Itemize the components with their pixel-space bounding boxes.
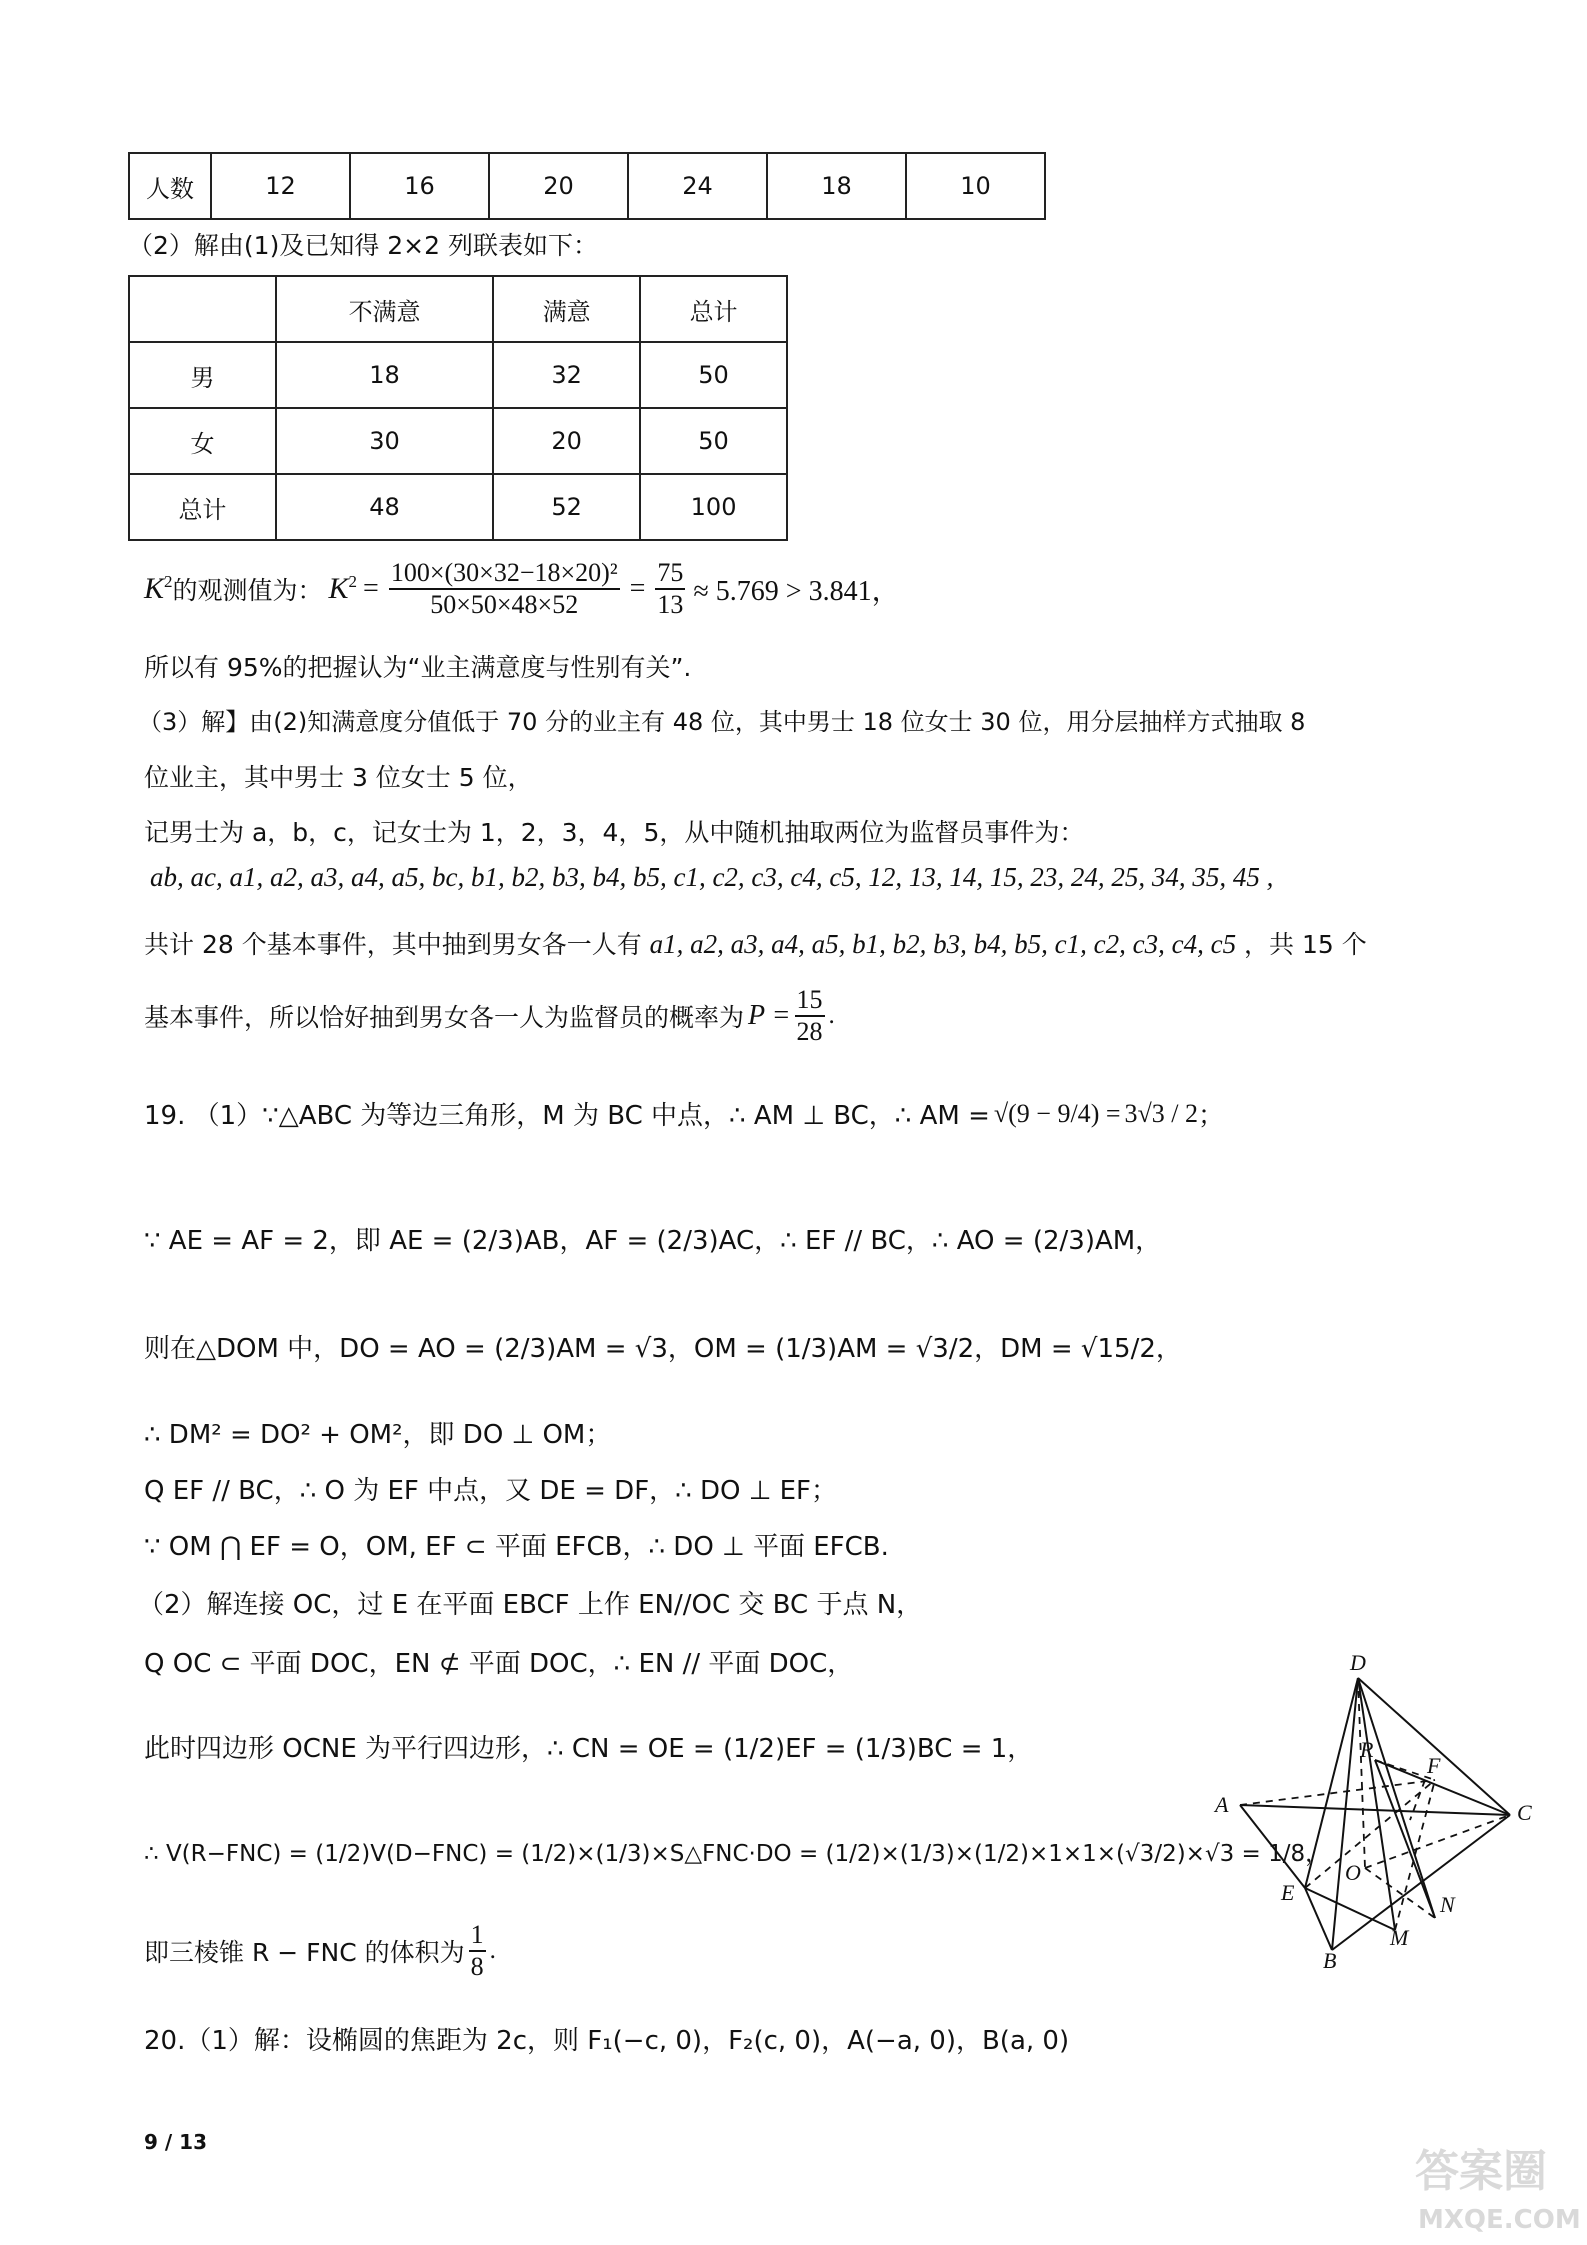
label-m: M (1390, 1925, 1409, 1950)
part3-line1: （3）解】由(2)知满意度分值低于 70 分的业主有 48 位，其中男士 18 位女士 30 位，用分层抽样方式抽取 8 (138, 708, 1306, 736)
conclusion: 所以有 95%的把握认为“业主满意度与性别有关”. (144, 653, 692, 682)
table-row: 女 30 20 50 (129, 408, 787, 474)
row-label: 人数 (129, 153, 211, 219)
label-e: E (1281, 1880, 1295, 1905)
q19-line7: （2）解连接 OC，过 E 在平面 EBCF 上作 EN//OC 交 BC 于点 N， (138, 1590, 923, 1620)
contingency-table (128, 275, 788, 541)
q19-line4: ∴ DM² = DO² + OM²，即 DO ⊥ OM； (144, 1420, 612, 1450)
table-cell: 24 (628, 153, 767, 219)
q20-line: 20.（1）解：设椭圆的焦距为 2c，则 F₁(−c, 0)，F₂(c, 0)，A(−a, 0)，B(a, 0) (144, 2026, 1070, 2056)
table-cell: 12 (211, 153, 350, 219)
q19-line9: 此时四边形 OCNE 为平行四边形，∴ CN = OE = (1/2)EF = (1/3)BC = 1， (144, 1734, 1034, 1764)
table-cell: 18 (767, 153, 906, 219)
table-cell: 16 (350, 153, 489, 219)
k2-formula: $K^2$ 的观测值为： $K^2$ = $\frac{\text{100×(30×32−18×20)²}}{50\times 50\times 48\times 52}$ = $\frac{75}{13}$ ≈ 5.769 > 3.841， (144, 558, 900, 619)
q19-line6: ∵ OM ⋂ EF = O，OM, EF ⊂ 平面 EFCB，∴ DO ⊥ 平面 EFCB. (144, 1532, 889, 1562)
watermark-url: MXQE.COM (1418, 2205, 1581, 2235)
q19-line1: 19. （1）∵△ABC 为等边三角形，M 为 BC 中点，∴ AM ⊥ BC，∴ AM = √(9 − 9/4) = 3√3 / 2 ； (144, 1098, 1225, 1131)
part3-line3: 记男士为 a，b，c，记女士为 1，2，3，4，5，从中随机抽取两位为监督员事件为： (144, 818, 1085, 847)
part3-line6: 基本事件，所以恰好抽到男女各一人为监督员的概率为 P = $\frac{15}{28}$ . (144, 985, 835, 1046)
part3-line5: 共计 28 个基本事件，其中抽到男女各一人有 a1, a2, a3, a4, a5, b1, b2, b3, b4, b5, c1, c2, c3, c4, c5 ，共 15 个 (144, 929, 1367, 959)
label-c: C (1517, 1800, 1532, 1825)
label-n: N (1440, 1892, 1455, 1917)
table-cell: 10 (906, 153, 1045, 219)
event-list: ab, ac, a1, a2, a3, a4, a5, bc, b1, b2, b3, b4, b5, c1, c2, c3, c4, c5, 12, 13, 14, 15, 23, 24, 25, 34, 35, 45 , (150, 862, 1274, 892)
label-a: A (1215, 1792, 1229, 1817)
q19-line5: Q EF // BC，∴ O 为 EF 中点，又 DE = DF，∴ DO ⊥ EF； (144, 1476, 837, 1506)
label-o: O (1345, 1860, 1361, 1885)
table-row: 男 18 32 50 (129, 342, 787, 408)
part2-intro: （2）解由(1)及已知得 2×2 列联表如下： (128, 231, 598, 260)
label-f: F (1427, 1753, 1441, 1778)
q19-line3: 则在△DOM 中，DO = AO = (2/3)AM = √3，OM = (1/3)AM = √3/2，DM = √15/2， (144, 1334, 1182, 1364)
q19-line11: 即三棱锥 R − FNC 的体积为 $\frac{1}{8}$ . (144, 1920, 496, 1981)
part3-line2: 位业主，其中男士 3 位女士 5 位， (144, 763, 533, 792)
label-r: R (1360, 1737, 1374, 1762)
label-d: D (1350, 1650, 1366, 1675)
table-row: 总计 48 52 100 (129, 474, 787, 540)
q19-line8: Q OC ⊂ 平面 DOC，EN ⊄ 平面 DOC，∴ EN // 平面 DOC， (144, 1649, 854, 1679)
q19-line2: ∵ AE = AF = 2，即 AE = (2/3)AB，AF = (2/3)AC，∴ EF // BC，∴ AO = (2/3)AM， (144, 1226, 1162, 1256)
table-row: 不满意 满意 总计 (129, 276, 787, 342)
watermark-logo: 答案圈 (1415, 2146, 1547, 2197)
q19-line10: ∴ V(R−FNC) = (1/2)V(D−FNC) = (1/2)×(1/3)×S△FNC·DO = (1/2)×(1/3)×(1/2)×1×1×(√3/2)×√3 = 1/8， (144, 1841, 1329, 1867)
table-cell: 20 (489, 153, 628, 219)
pyramid-figure (1195, 1640, 1555, 1975)
label-b: B (1323, 1948, 1337, 1973)
count-table (128, 152, 1046, 220)
page-number: 9 / 13 (144, 2130, 207, 2154)
